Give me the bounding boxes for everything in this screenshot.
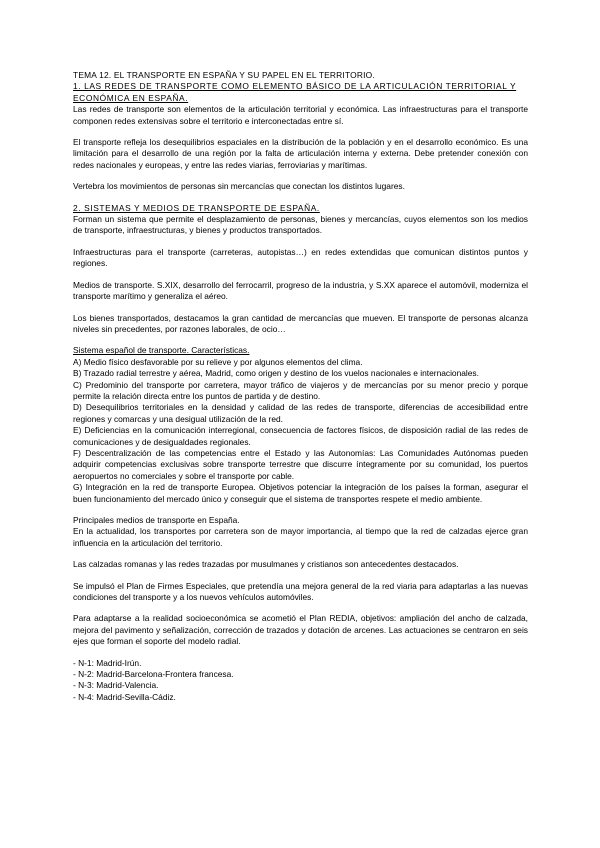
principales-paragraph: Para adaptarse a la realidad socioeconómica se acometió el Plan REDIA, objetivos: ampliación del ancho de calzada, mejora del pavimento y señalización, corrección de trazados y dotación de arcenes. Las actuaciones se centraron en seis ejes que forman el soporte del modelo radial. xyxy=(73,613,528,647)
section-1-paragraph: Las redes de transporte son elementos de la articulación territorial y económica. Las infraestructuras para el transporte componen redes extensivas sobre el territorio e interconectadas entre sí. xyxy=(73,104,528,126)
principales-paragraph: Las calzadas romanas y las redes trazadas por musulmanes y cristianos son antecedentes destacados. xyxy=(73,559,459,570)
routes-list xyxy=(73,658,528,704)
route-item: - N-3: Madrid-Valencia. xyxy=(73,680,159,691)
section-1-paragraph: Vertebra los movimientos de personas sin mercancías que conectan los distintos lugares. xyxy=(73,181,405,192)
principales-heading: Principales medios de transporte en España. xyxy=(73,515,240,525)
characteristics-heading: Sistema español de transporte. Características. xyxy=(73,345,250,356)
section-2-paragraph: Los bienes transportados, destacamos la gran cantidad de mercancías que mueven. El transporte de personas alcanza niveles sin precedentes, por razones laborales, de ocio… xyxy=(73,312,528,334)
section-2-paragraph: Forman un sistema que permite el desplazamiento de personas, bienes y mercancías, cuyos elementos son los medios de transporte, infraestructuras, y bienes y productos transportados. xyxy=(73,214,528,236)
characteristic-item: D) Desequilibrios territoriales en la densidad y calidad de las redes de transporte, diferencias de accesibilidad entre regiones y comarcas y una desigual utilización de la red. xyxy=(73,402,528,424)
route-item: - N-1: Madrid-Irún. xyxy=(73,657,142,668)
principales-paragraph: En la actualidad, los transportes por carretera son de mayor importancia, al tiempo que la red de calzadas ejerce gran influencia en la articulación del territorio. xyxy=(73,526,528,548)
characteristics-block xyxy=(73,345,528,505)
section-2-paragraph: Infraestructuras para el transporte (carreteras, autopistas…) en redes extendidas que comunican distintos puntos y regiones. xyxy=(73,246,528,269)
section-1-heading: 1. LAS REDES DE TRANSPORTE COMO ELEMENTO BÁSICO DE LA ARTICULACIÓN TERRITORIAL Y ECONÓMICA EN ESPAÑA. xyxy=(73,81,517,103)
characteristic-item: C) Predominio del transporte por carretera, mayor tráfico de viajeros y de mercancías por su menor precio y porque permite la relación directa entre los puntos de partida y de destino. xyxy=(73,379,528,401)
principales-block xyxy=(73,515,528,549)
section-1-paragraph: El transporte refleja los desequilibrios espaciales en la distribución de la población y en el desarrollo económico. Es una limitación para el desarrollo de una región por la falta de articulación interna y externa. Debe pretender conexión con redes nacionales y europeas, y entre las redes viarias, ferroviarias y marítimas. xyxy=(73,137,528,170)
characteristic-item: F) Descentralización de las competencias entre el Estado y las Autonomías: Las Comunidades Autónomas pueden adquirir competencias exclusivas sobre transporte terrestre que discurre íntegramente por su comunidad, los puertos aeropuertos no comerciales y sobre el transporte por cable. xyxy=(73,447,528,481)
document-title: TEMA 12. EL TRANSPORTE EN ESPAÑA Y SU PAPEL EN EL TERRITORIO. xyxy=(73,70,375,80)
route-item: - N-4: Madrid-Sevilla-Cádiz. xyxy=(73,691,176,702)
principales-paragraph: Se impulsó el Plan de Firmes Especiales, que pretendía una mejora general de la red viaria para adaptarlas a las nuevas condiciones del transporte y a los nuevos vehículos automóviles. xyxy=(73,580,528,603)
section-2-heading: 2. SISTEMAS Y MEDIOS DE TRANSPORTE DE ESPAÑA. xyxy=(73,202,320,213)
route-item: - N-2: Madrid-Barcelona-Frontera francesa. xyxy=(73,669,234,680)
section-2-paragraph: Medios de transporte. S.XIX, desarrollo del ferrocarril, progreso de la industria, y S.XX aparece el automóvil, moderniza el transporte marítimo y generaliza el aéreo. xyxy=(73,279,528,302)
characteristic-item: G) Integración en la red de transporte Europea. Objetivos potenciar la integración de los países la forman, asegurar el buen funcionamiento del mercado único y conseguir que el sistema de transportes respete el medio ambiente. xyxy=(73,482,528,504)
document-page xyxy=(73,70,528,703)
characteristic-item: A) Medio físico desfavorable por su relieve y por algunos elementos del clima. xyxy=(73,356,363,367)
characteristic-item: B) Trazado radial terrestre y aérea, Madrid, como origen y destino de los vuelos nacionales e internacionales. xyxy=(73,368,479,379)
characteristic-item: E) Deficiencias en la comunicación interregional, consecuencia de factores físicos, de disposición radial de las redes de comunicaciones y de desigualdades regionales. xyxy=(73,425,528,447)
